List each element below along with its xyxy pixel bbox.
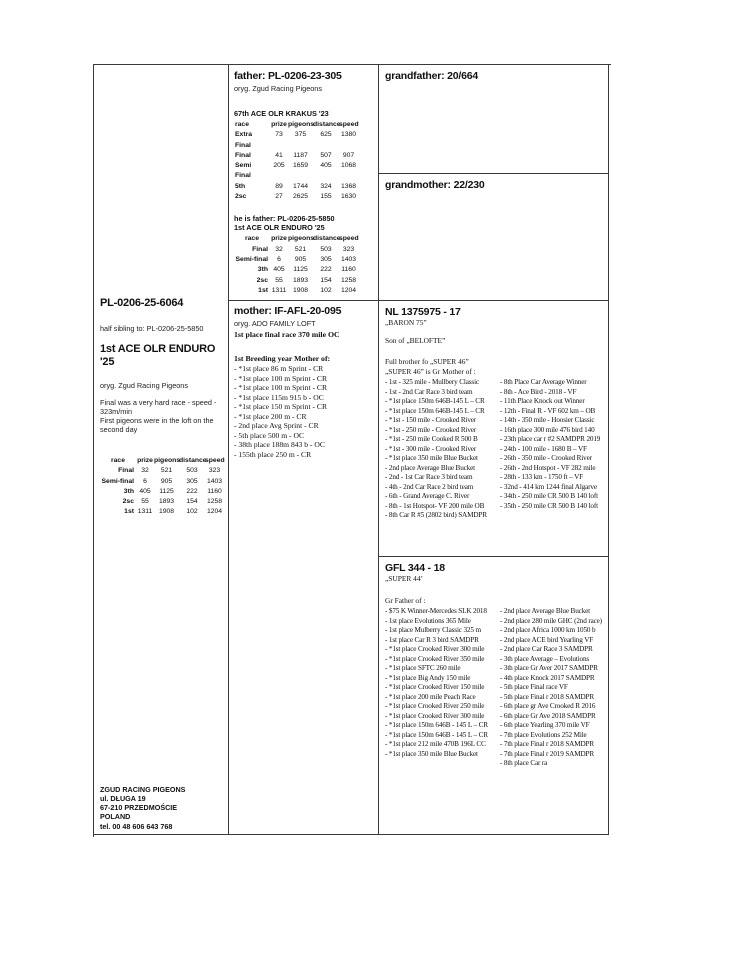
table-cell: 1630 [340,193,357,201]
bird-ace-title: 1st ACE OLR ENDURO '25 [100,343,216,368]
achievement-item: - *1st place Crooked River 150 mile [385,683,485,691]
achievement-item: - 5th place Final r 2018 SAMDPR [500,692,594,701]
gfl-achievements-right [500,607,602,769]
achievement-item: - *1st place SFTC 260 mile [385,664,461,672]
achievement-item: - 23th place car r #2 SAMDPR 2019 [500,435,601,443]
table-cell: 1893 [292,276,309,284]
achievement-item: - 3th place Average – Evolutions [500,654,590,663]
achievement-item: - 2nd place Africa 1000 km 1050 b [500,626,596,634]
achievement-item: - 26th - 2nd Hotspot - VF 282 mile [500,463,596,472]
column-header: race [111,457,125,464]
table-row [100,497,224,507]
table-cell: 1403 [340,255,357,263]
column-header: distance [179,457,207,464]
mother-title: mother: IF-AFL-20-095 [234,305,342,317]
table-cell: Semi-final [101,477,134,485]
table-cell: 102 [320,286,332,294]
table-row [234,151,358,161]
loft-address-line: ul. DŁUGA 19 [100,793,146,803]
achievement-item: - *1st place 150 m Sprint - CR [234,402,328,411]
table-cell: 521 [160,467,173,475]
achievement-item: - 2nd - 1st Car Race 3 bird team [385,473,473,481]
achievement-item: - 34th - 250 mile CR 500 B 140 loft [500,492,598,500]
table-cell: Final [252,245,268,253]
nl-achievements-right [500,378,602,521]
table-cell: Final [235,151,251,159]
achievement-item: - 14th - 350 mile - Hoosier Classic [500,416,595,424]
achievement-item: - *1st place 150m 646B-145 L – CR [385,397,485,405]
table-cell: 1368 [340,182,357,190]
achievement-item: - *1st place 100 m Sprint - CR [234,383,328,392]
column-header: speed [339,235,359,243]
achievement-item: - 2nd place Average Blue Bucket [500,607,591,615]
table-cell: 154 [186,498,198,506]
table-cell: 375 [294,131,307,139]
gfl-achievement-columns [385,607,602,769]
table-cell: 2sc [122,498,134,506]
achievement-item: - 2nd place ACE bird Yearling VF [500,635,594,644]
table-cell: 1908 [158,508,175,516]
table-cell: 905 [294,255,307,263]
achievement-item: - 8th - Ace Bird - 2018 - VF [500,387,577,396]
table-row [234,265,358,275]
table-cell: 102 [186,508,198,516]
table-cell: 222 [320,266,332,274]
column-header: race [235,121,249,128]
achievement-item: - *1st place Crooked River 250 mile [385,702,485,710]
table-cell: 625 [320,131,332,139]
achievement-item: - 35th - 250 mile CR 500 B 140 loft [500,501,598,510]
table-cell: 5th [235,182,246,190]
achievement-item: - *1st place Crooked River 300 mile [385,645,485,653]
achievement-item: - *1st - 250 mile - Crooked River [385,425,477,434]
table-cell: 1908 [292,286,309,294]
achievement-item: - *1st place 212 mile 470B 196L CC [385,740,486,748]
gfl-achievements-left [385,607,500,769]
table-cell: 32 [141,467,149,475]
column-header: prize [137,457,153,464]
bird-cell [94,65,229,835]
table-cell: 1187 [293,151,308,159]
loft-address-line: ZGUD RACING PIGEONS [100,784,186,794]
loft-address-line: POLAND [100,812,131,822]
nl-achievement-columns [385,378,602,521]
column-header: speed [339,121,359,128]
achievement-item: - 28th - 133 km - 1750 ft – VF [500,473,584,481]
table-cell: 1659 [292,162,309,170]
father-he-is-father: he is father: PL-0206-25-5850 [234,214,335,224]
table-cell: 905 [160,477,173,485]
achievement-item: - *1st place 150m 646B-145 L – CR [385,406,485,415]
table-row [234,192,358,202]
table-cell: 507 [320,151,332,159]
achievement-item: - 7th place Final r 2019 SAMDPR [500,749,594,758]
column-header: distance [313,121,341,128]
table-cell: Semi Final [235,162,252,180]
grandfather-cell [379,65,609,174]
table-cell: 2sc [256,276,268,284]
table-header-row [100,456,224,466]
achievement-item: - *1st place 150m 646B - 145 L – CR [385,730,488,739]
table-row [100,466,224,476]
column-header: distance [313,235,341,243]
table-cell: 1893 [158,498,175,506]
table-cell: 155 [320,193,332,201]
bird-info-block [94,297,228,518]
achievement-item: - $75 K Winner-Mercedes SLK 2018 [385,607,487,615]
achievement-item: - *1st place Crooked River 300 mile [385,711,485,720]
table-cell: 323 [342,245,355,253]
column-header: speed [205,457,225,464]
loft-address [100,785,185,831]
table-row [234,182,358,192]
mother-cell [229,301,379,835]
table-cell: 1160 [207,487,222,495]
bird-note-2: First pigeons were in the loft on the second day [100,416,214,434]
achievement-item: - *1st - 250 mile Cooked R 500 B [385,435,478,443]
achievement-item: - 26th - 350 mile - Crooked River [500,454,592,462]
nl-bird-id: NL 1375975 - 17 [385,306,461,318]
achievement-item: - *1st place 115m 915 b - OC [234,392,324,402]
table-cell: 154 [320,276,332,284]
table-cell: 1125 [293,266,308,274]
mother-origin: oryg. ADO FAMILY LOFT [234,319,316,328]
achievement-item: - *1st place 100 m Sprint - CR [234,373,328,383]
achievement-item: - *1st place Big Andy 150 mile [385,673,471,682]
table-cell: 305 [320,255,332,263]
table-row [100,487,224,497]
achievement-item: - 1st place Evolutions 365 Mile [385,616,471,625]
table-cell: 222 [186,487,198,495]
bird-origin: oryg. Zgud Racing Pigeons [100,381,189,390]
achievement-item: - 7th place Final r 2018 SAMDPR [500,740,594,748]
achievement-item: - 1st place Car R 3 bird SAMDPR [385,635,479,644]
achievement-item: - 2nd place 280 mile GHC (2nd race) [500,616,602,625]
mother-final-note: 1st place final race 370 mile OC [234,330,340,339]
achievement-item: - 6th place gr Ave Crooked R 2016 [500,702,596,710]
table-cell: 1125 [159,487,174,495]
father-title: father: PL-0206-23-305 [234,70,342,82]
achievement-item: - 2nd place Average Blue Bucket [385,463,476,472]
table-row [100,507,224,517]
column-header: pigeons [154,457,181,464]
column-header: race [245,235,259,243]
table-header-row [234,120,358,130]
table-cell: 1311 [271,286,287,294]
table-row [234,286,358,296]
table-cell: 1st [124,508,134,516]
table-cell: 1744 [292,182,309,190]
achievement-item: - 3th place Gr Aver 2017 SAMDPR [500,664,598,672]
father-origin: oryg. Zgud Racing Pigeons [234,84,323,93]
table-cell: 41 [275,151,283,159]
achievement-item: - *1st - 150 mile - Crooked River [385,416,477,424]
achievement-item: - 1st - 2nd Car Race 3 bird team [385,387,473,396]
grandmother-cell [379,174,609,301]
achievement-item: - 11th Place Knock out Winner [500,397,585,405]
achievement-item: - 6th place Gr Ave 2018 SAMDPR [500,711,596,720]
table-cell: 305 [186,477,198,485]
column-header: pigeons [288,121,315,128]
nl-son-of: Son of „BELOFTE” [385,335,446,345]
nl-bird-name: „BARON 75” [385,318,427,327]
table-cell: 2sc [235,193,247,201]
table-cell: 324 [320,182,332,190]
table-cell: Final [118,467,134,475]
grandmother-title: grandmother: 22/230 [385,179,485,191]
gfl-bird-cell [379,557,609,835]
achievement-item: - 2nd place Car Race 3 SAMDPR [500,645,593,653]
achievement-item: - 8th place Car ra [500,759,548,767]
achievement-item: - 6th place Yearling 370 mile VF [500,721,590,729]
achievement-item: - *1st place 350 mile Blue Bucket [385,749,478,758]
column-header: prize [271,235,287,243]
achievement-item: - *1st place 86 m Sprint - CR [234,364,324,373]
achievement-item: - 155th place 250 m - CR [234,449,312,459]
table-cell: 503 [320,245,332,253]
table-cell: Extra Final [235,131,253,149]
achievement-item: - 32nd - 414 km 1244 final Algarve [500,482,597,491]
table-cell: 1068 [340,162,357,170]
achievement-item: - 4th place Knock 2017 SAMDPR [500,673,595,682]
half-sibling-note: half sibling to: PL-0206-25-5850 [100,324,204,333]
father-ace-title: 67th ACE OLR KRAKUS '23 [234,109,329,118]
table-cell: 3th [123,487,134,495]
table-cell: 3th [257,266,268,274]
table-cell: 405 [139,487,151,495]
table-cell: 405 [320,162,332,170]
achievement-item: - 7th place Evolutions 252 Mile [500,730,587,739]
achievement-item: - 38th place 188m 843 b - OC [234,440,325,449]
table-cell: 205 [273,162,285,170]
table-cell: 1204 [206,508,223,516]
table-cell: 1403 [206,477,223,485]
achievement-item: - *1st place 350 mile Blue Bucket [385,454,478,462]
bird-id: PL-0206-25-6064 [100,297,184,309]
table-cell: 1380 [340,131,357,139]
table-cell: 55 [275,276,283,284]
table-cell: 907 [342,151,355,159]
grandfather-title: grandfather: 20/664 [385,70,479,82]
table-cell: 6 [277,255,281,263]
nl-bird-cell [379,301,609,557]
table-cell: 1258 [340,276,357,284]
achievement-item: - *1st - 300 mile - Crooked River [385,444,477,453]
table-cell: 1st [258,286,268,294]
table-cell: 32 [275,245,283,253]
achievement-item: - *1st place 200 m - CR [234,411,307,421]
table-cell: 73 [275,131,283,139]
gfl-bird-id: GFL 344 - 18 [385,562,445,574]
table-cell: 27 [275,193,283,201]
table-cell: 1258 [206,498,223,506]
achievement-item: - 24th - 100 mile - 1680 B – VF [500,444,587,453]
table-cell: 1204 [340,286,357,294]
table-cell: 55 [141,498,149,506]
achievement-item: - 8th Place Car Average Winner [500,378,587,386]
bird-note-1: Final was a very hard race - speed - 323m/min [100,398,217,416]
father-cell [229,65,379,301]
gfl-bird-name: „SUPER 44’ [385,574,423,583]
table-cell: 405 [273,266,285,274]
mother-achievements [234,364,373,459]
table-cell: Semi-final [235,255,268,263]
nl-achievements-left [385,378,500,521]
loft-address-line: 67-210 PRZEDMOŚCIE [100,803,178,813]
table-row [234,255,358,265]
table-header-row [234,234,358,244]
achievement-item: - 5th place 500 m - OC [234,430,305,440]
nl-full-brother: Full brother fo „SUPER 46” [385,357,469,366]
gfl-gr-father-line: Gr Father of : [385,595,426,605]
column-header: pigeons [288,235,315,243]
mother-breeding-title: 1st Breeding year Mother of: [234,354,331,363]
achievement-item: - 4th - 2nd Car Race 2 bird team [385,482,474,491]
pedigree-grid [93,64,611,837]
table-row [100,477,224,487]
loft-address-line: tel. 00 48 606 643 768 [100,821,173,831]
table-cell: 503 [186,467,198,475]
table-cell: 6 [143,477,147,485]
achievement-item: - 1st - 325 mile - Mullbery Classic [385,378,479,386]
achievement-item: - 2nd place Avg Sprint - CR [234,421,319,430]
achievement-item: - *1st place Crooked River 350 mile [385,654,485,663]
column-header: prize [271,121,287,128]
table-cell: 521 [294,245,307,253]
achievement-item: - 5th place Final race VF [500,683,568,691]
achievement-item: - 8th Car R #5 (2802 bird) SAMDPR [385,511,487,519]
table-row [234,245,358,255]
achievement-item: - *1st place 200 mile Peach Race [385,692,476,701]
table-cell: 323 [208,467,221,475]
table-row [234,130,358,151]
table-cell: 2625 [292,193,309,201]
achievement-item: - 12th - Final R - VF 602 km – OB [500,406,596,415]
nl-gr-mother-line: „SUPER 46” is Gr Mother of : [385,366,476,376]
table-cell: 1160 [341,266,356,274]
table-row [234,276,358,286]
table-cell: 89 [275,182,283,190]
father-ace-title-2: 1st ACE OLR ENDURO '25 [234,223,325,233]
achievement-item: - 1st place Mulberry Classic 325 m [385,626,481,634]
table-cell: 1311 [137,508,153,516]
achievement-item: - 8th - 1st Hotspot- VF 200 mile OB [385,501,485,510]
table-row [234,161,358,182]
achievement-item: - 6th - Grand Average C. River [385,492,470,500]
achievement-item: - 16th place 300 mile 476 bird 140 [500,425,595,434]
bird-results-table [100,456,224,518]
father-results-table-2 [234,234,358,296]
father-results-table-1 [234,120,358,202]
achievement-item: - *1st place 150m 646B - 145 L – CR [385,721,488,729]
